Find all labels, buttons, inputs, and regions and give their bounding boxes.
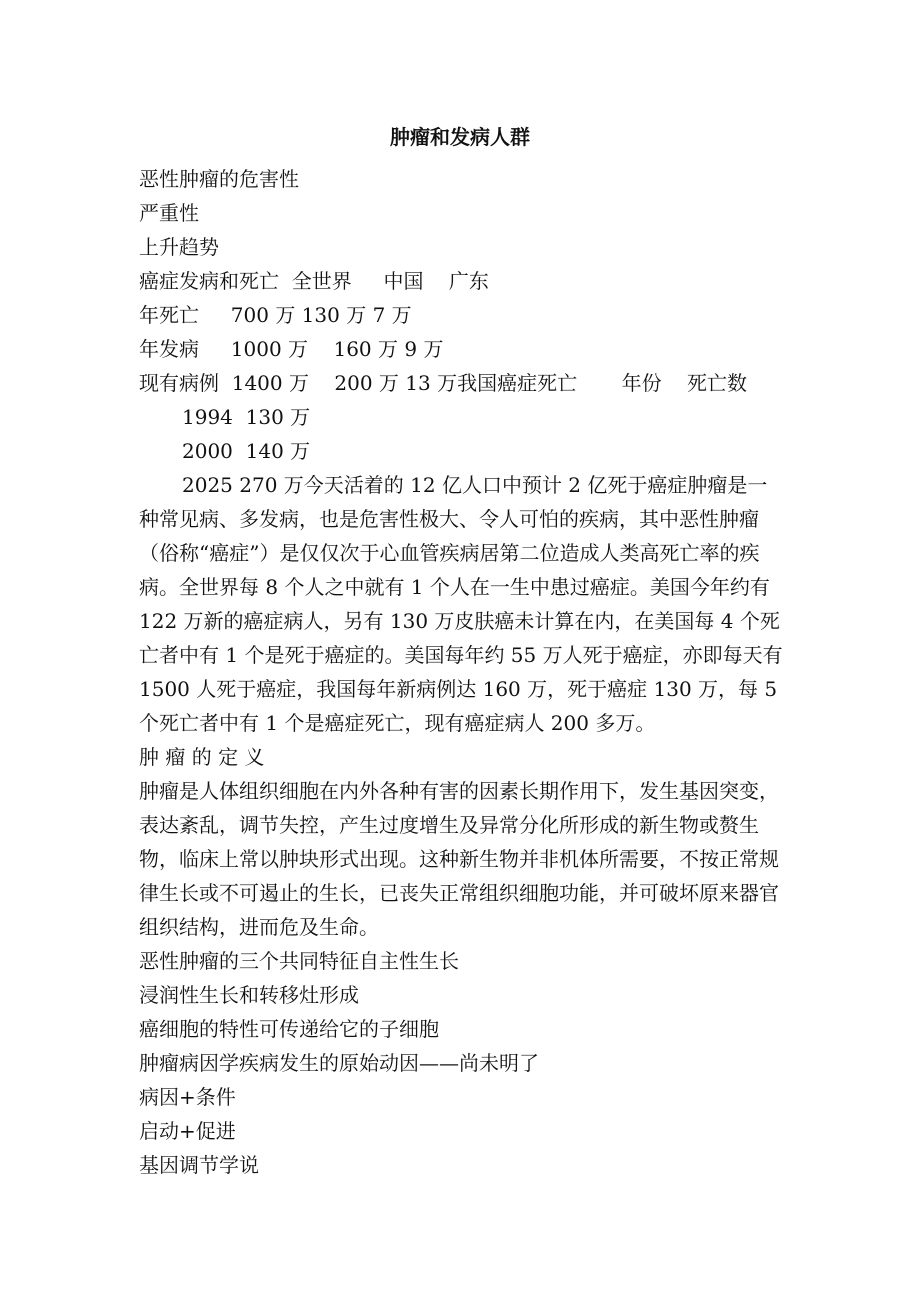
text-line: 基因调节学说 — [139, 1153, 259, 1177]
text-line: 启动+促进 — [139, 1119, 236, 1143]
definition-paragraph: 肿瘤是人体组织细胞在内外各种有害的因素长期作用下，发生基因突变，表达紊乱，调节失控，产生过度增生及异常分化所形成的新生物或赘生物，临床上常以肿块形式出现。这种新生物并非机体所需要，不按正常规律生长或不可遏止的生长，已丧失正常组织细胞功能，并可破坏原来器官组织结构，进而危及生命。 — [139, 779, 779, 939]
text-line: 上升趋势 — [139, 235, 219, 259]
document-body — [139, 162, 784, 1182]
text-line: 癌细胞的特性可传递给它的子细胞 — [139, 1017, 439, 1041]
document-title: 肿瘤和发病人群 — [390, 125, 530, 149]
year-line: 1994 130 万 — [182, 405, 311, 429]
text-line: 浸润性生长和转移灶形成 — [139, 983, 359, 1007]
text-line: 恶性肿瘤的三个共同特征自主性生长 — [139, 949, 459, 973]
text-line: 年发病 1000 万 160 万 9 万 — [139, 337, 444, 361]
text-line: 年死亡 700 万 130 万 7 万 — [139, 303, 412, 327]
text-line: 严重性 — [139, 201, 199, 225]
paragraph-text: 2025 270 万今天活着的 12 亿人口中预计 2 亿死于癌症肿瘤是一种常见病、多发病，也是危害性极大、令人可怕的疾病，其中恶性肿瘤（俗称“癌症”）是仅仅次于心血管疾病居第二位造成人类高死亡率的疾病。全世界每 8 个人之中就有 1 个人在一生中患过癌症。美国今年约有 122 万新的癌症病人，另有 130 万皮肤癌未计算在内，在美国每 4 个死亡者中有 1 个是死于癌症的。美国每年约 55 万人死于癌症，亦即每天有 1500 人死于癌症，我国每年新病例达 160 万，死于癌症 130 万，每 5 个死亡者中有 1 个是癌症死亡，现有癌症病人 200 多万。 — [139, 473, 783, 735]
cancer-statistics-paragraph — [139, 468, 784, 740]
year-line: 2000 140 万 — [182, 439, 311, 463]
text-line: 现有病例 1400 万 200 万 13 万我国癌症死亡 年份 死亡数 — [139, 371, 748, 395]
definition-heading: 肿 瘤 的 定 义 — [139, 745, 265, 769]
text-line: 病因+条件 — [139, 1085, 236, 1109]
text-line: 癌症发病和死亡 全世界 中国 广东 — [139, 269, 489, 293]
text-line: 肿瘤病因学疾病发生的原始动因——尚未明了 — [139, 1051, 539, 1075]
text-line: 恶性肿瘤的危害性 — [139, 167, 299, 191]
